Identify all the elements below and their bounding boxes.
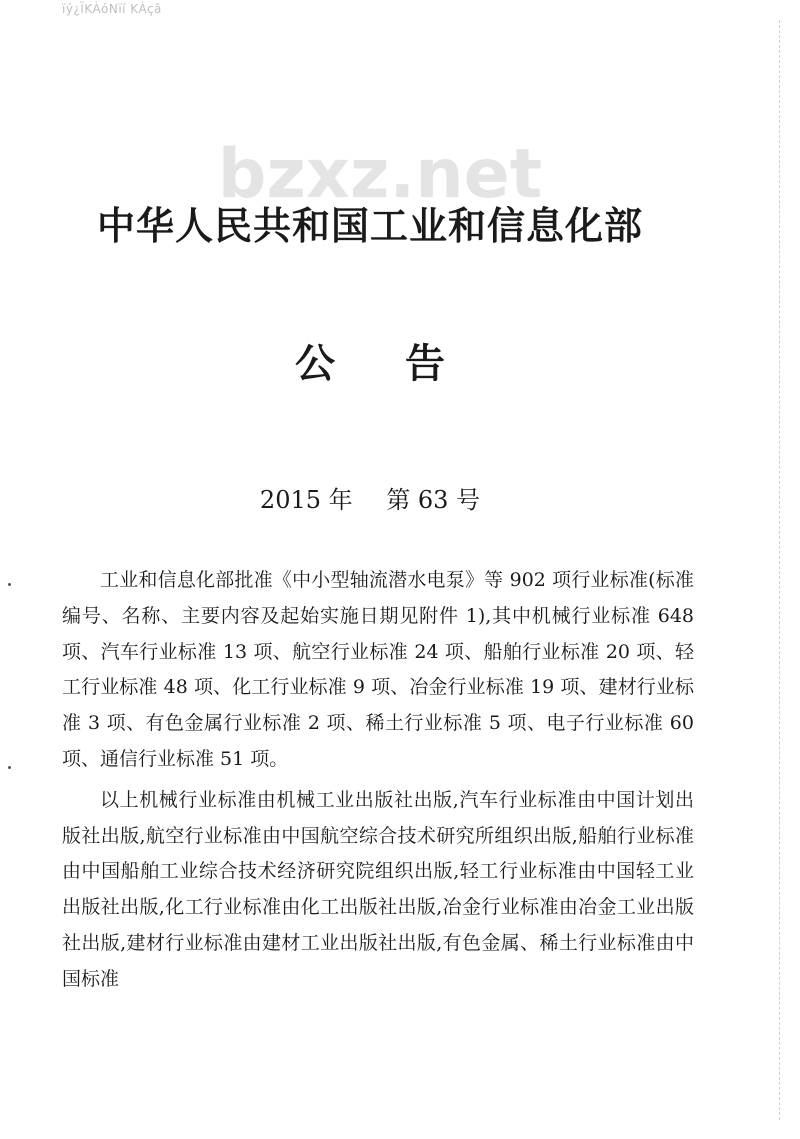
document-year: 2015 年 xyxy=(259,486,353,514)
scan-speck xyxy=(8,583,11,586)
scan-speck xyxy=(8,766,11,769)
page-header-mark: ïý¿ÏKÀóNïí KÀçã xyxy=(62,2,162,16)
scan-binding-edge xyxy=(779,20,781,1120)
body-paragraph-1: 工业和信息化部批准《中小型轴流潜水电泵》等 902 项行业标准(标准编号、名称、主要内容及起始实施日期见附件 1),其中机械行业标准 648 项、汽车行业标准 13 项、航空行业标准 24 项、船舶行业标准 20 项、轻工行业标准 48 项、化工行业标准 9 项、冶金行业标准 19 项、建材行业标准 3 项、有色金属行业标准 2 项、稀土行业标准 5 项、电子行业标准 60 项、通信行业标准 51 项。 xyxy=(62,569,694,770)
document-issue-number: 第 63 号 xyxy=(386,486,481,514)
watermark: bzxz.net xyxy=(217,135,543,214)
announcement-body xyxy=(62,563,694,998)
body-paragraph-2: 以上机械行业标准由机械工业出版社出版,汽车行业标准由中国计划出版社出版,航空行业标准由中国航空综合技术研究所组织出版,船舶行业标准由中国船舶工业综合技术经济研究院组织出版,轻工行业标准由中国轻工业出版社出版,化工行业标准由化工出版社出版,冶金行业标准由冶金工业出版社出版,建材行业标准由建材工业出版社出版,有色金属、稀土行业标准由中国标准 xyxy=(62,788,694,990)
document-title: 公告 xyxy=(295,341,515,387)
issuing-organization-title: 中华人民共和国工业和信息化部 xyxy=(96,204,643,248)
document-number xyxy=(0,480,740,515)
